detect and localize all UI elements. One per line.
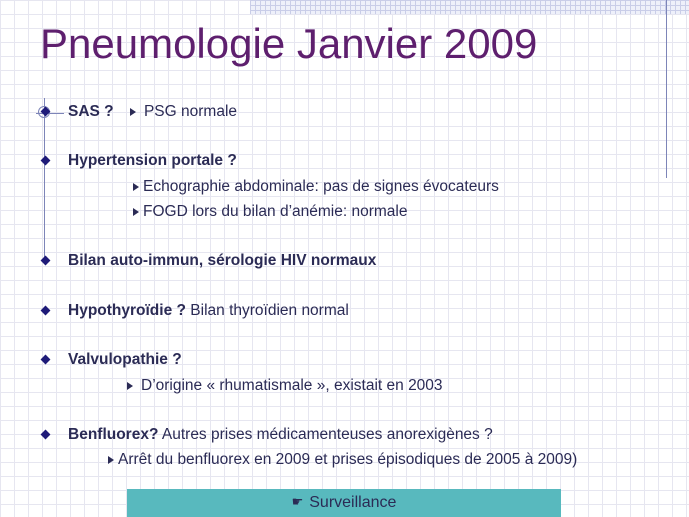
surveillance-box: [127, 489, 561, 517]
sub-arrow-icon: [108, 456, 114, 464]
item-heading: Hypertension portale ?: [68, 152, 237, 169]
sub-item: [133, 178, 499, 196]
item-heading: Benfluorex?: [68, 426, 159, 443]
decorative-top-band: [250, 0, 689, 14]
bullet-item-sas: [68, 103, 237, 121]
bullet-diamond-icon: [41, 355, 51, 365]
item-heading: Bilan auto-immun, sérologie HIV normaux: [68, 252, 377, 269]
sub-item-text: Arrêt du benfluorex en 2009 et prises épisodiques de 2005 à 2009): [118, 451, 578, 468]
sub-item: [133, 203, 407, 221]
sub-item-text: FOGD lors du bilan d’anémie: normale: [143, 203, 408, 220]
item-heading: Valvulopathie ?: [68, 351, 182, 368]
item-heading: SAS ?: [68, 103, 114, 120]
item-heading: Hypothyroïdie ?: [68, 302, 186, 319]
item-rest: Bilan thyroïdien normal: [185, 302, 349, 319]
decorative-left-line: [44, 98, 45, 260]
bullet-item-bilan: [68, 252, 376, 270]
sub-arrow-icon: [133, 208, 139, 216]
decorative-right-line: [666, 0, 667, 178]
bullet-item-benfluorex: [68, 426, 493, 444]
bullet-diamond-icon: [41, 256, 51, 266]
pointing-hand-icon: ☛: [291, 494, 304, 509]
item-rest: Autres prises médicamenteuses anorexigènes ?: [158, 426, 493, 443]
bullet-item-valvulopathie: [68, 351, 182, 369]
sub-arrow-icon: [133, 183, 139, 191]
slide-title: Pneumologie Janvier 2009: [40, 20, 538, 67]
sub-arrow-icon: [127, 382, 133, 390]
sub-item: [108, 451, 577, 469]
surveillance-label: Surveillance: [309, 494, 397, 511]
bullet-item-hypertension: [68, 152, 237, 170]
sub-item-text: Echographie abdominale: pas de signes évocateurs: [143, 178, 499, 195]
bullet-diamond-icon: [41, 430, 51, 440]
item-inline-sub: PSG normale: [143, 103, 238, 120]
bullet-diamond-icon: [41, 306, 51, 316]
sub-item: [127, 377, 443, 395]
sub-item-text: D’origine « rhumatismale », existait en 2003: [141, 377, 443, 394]
bullet-diamond-icon: [41, 156, 51, 166]
sub-arrow-icon: [130, 108, 136, 116]
bullet-item-hypothyroidie: [68, 302, 349, 320]
